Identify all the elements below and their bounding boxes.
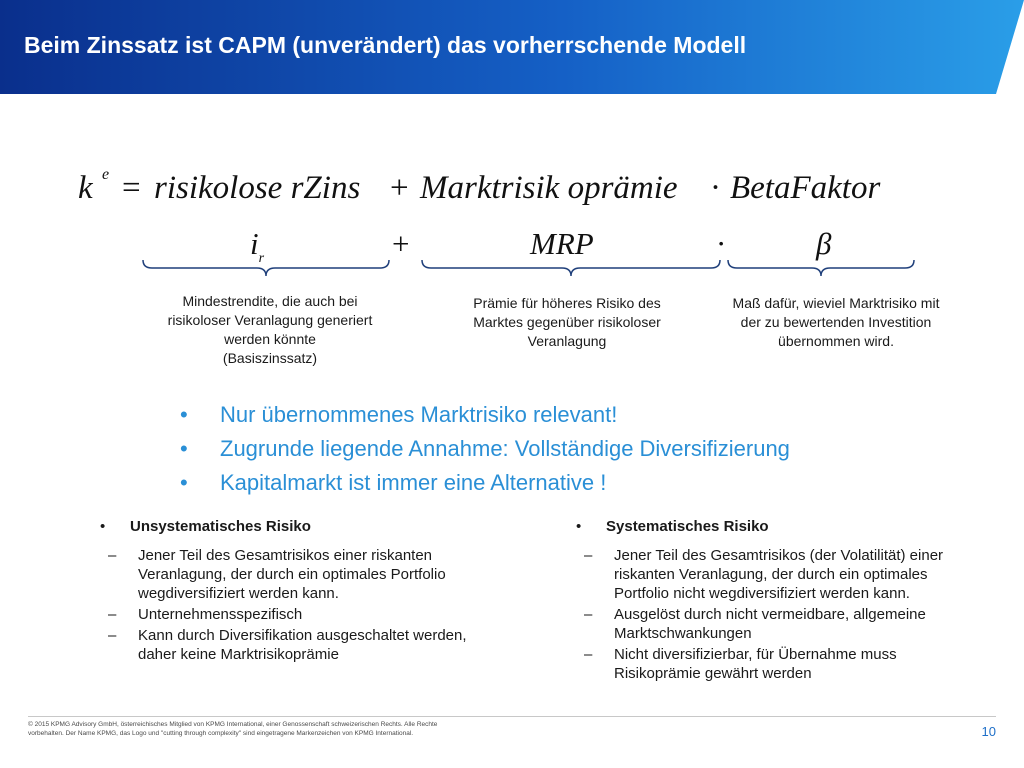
bullet-marker: • <box>576 518 582 535</box>
explanation-risk-free <box>140 292 400 368</box>
list-item <box>108 626 478 664</box>
formula-term-beta: BetaFaktor <box>730 170 881 206</box>
list-item <box>584 546 960 603</box>
formula-term-mrp: Marktrisik oprämie <box>420 170 678 206</box>
symbol-dot: · <box>716 226 727 261</box>
explanation-line: (Basiszinssatz) <box>222 350 318 366</box>
list-item-text: Unternehmensspezifisch <box>138 606 303 623</box>
dash-marker: – <box>584 606 593 623</box>
bullet-marker: • <box>100 518 106 535</box>
bullet-marker: • <box>180 402 188 427</box>
brace-risk-free <box>142 258 390 278</box>
heading-text: Systematisches Risiko <box>606 518 769 535</box>
list-item <box>108 546 478 603</box>
list-item-text: Ausgelöst durch nicht vermeidbare, allgemeine Marktschwankungen <box>614 606 926 642</box>
list-item-text: Jener Teil des Gesamtrisikos einer riskanten Veranlagung, der durch ein optimales Portfolio wegdiversifiziert werden kann. <box>138 547 446 602</box>
formula-term-riskfree: risikolose rZins <box>154 170 361 206</box>
explanation-line: Marktes gegenüber risikoloser <box>473 314 661 330</box>
explanation-line: Prämie für höheres Risiko des <box>473 295 661 311</box>
explanation-line: Mindestrendite, die auch bei <box>182 293 358 309</box>
symbol-plus: + <box>392 226 410 261</box>
explanation-line: risikoloser Veranlagung generiert <box>167 312 373 328</box>
explanation-line: Veranlagung <box>527 333 607 349</box>
systematic-risk-column <box>576 516 960 685</box>
heading-text: Unsystematisches Risiko <box>130 518 311 535</box>
formula-lhs-sup: e <box>102 166 110 183</box>
key-point <box>176 468 936 502</box>
list-item-text: Kann durch Diversifikation ausgeschaltet werden, daher keine Marktrisikoprämie <box>138 627 467 663</box>
list-item <box>584 645 960 683</box>
explanation-line: übernommen wird. <box>778 333 894 349</box>
footer-divider <box>28 716 996 717</box>
list-item-text: Nicht diversifizierbar, für Übernahme muss Risikoprämie gewährt werden <box>614 646 897 682</box>
unsystematic-risk-column <box>100 516 478 666</box>
list-item-text: Jener Teil des Gesamtrisikos (der Volatilität) einer riskanten Veranlagung, der durch ein optimales Portfolio nicht wegdiversifiziert werden kann. <box>614 547 944 602</box>
explanation-line: Maß dafür, wieviel Marktrisiko mit <box>732 295 940 311</box>
page-number: 10 <box>981 724 996 739</box>
systematic-risk-heading <box>576 516 960 540</box>
symbol-risk-free <box>250 226 265 266</box>
list-item <box>584 605 960 643</box>
formula-equals: = <box>122 170 141 206</box>
brace-mrp <box>421 258 721 278</box>
systematic-risk-list <box>584 546 960 683</box>
unsystematic-risk-heading <box>100 516 478 540</box>
key-points-list <box>176 400 936 502</box>
capm-formula <box>78 166 958 216</box>
bullet-marker: • <box>180 470 188 495</box>
slide-title: Beim Zinssatz ist CAPM (unverändert) das vorherrschende Modell <box>24 32 747 58</box>
dash-marker: – <box>108 627 117 644</box>
symbol-beta: β <box>816 226 832 261</box>
key-point <box>176 400 936 434</box>
key-point-text: Kapitalmarkt ist immer eine Alternative ! <box>220 470 607 495</box>
key-point-text: Zugrunde liegende Annahme: Vollständige Diversifizierung <box>220 436 790 461</box>
key-point <box>176 434 936 468</box>
formula-lhs-base: k <box>78 170 93 206</box>
symbol-risk-free-sub: r <box>258 251 265 266</box>
symbol-mrp: MRP <box>530 226 594 261</box>
formula-dot: · <box>710 170 721 206</box>
unsystematic-risk-list <box>108 546 478 664</box>
dash-marker: – <box>108 547 117 564</box>
explanation-line: werden könnte <box>224 331 316 347</box>
bullet-marker: • <box>180 436 188 461</box>
formula-plus: + <box>390 170 409 206</box>
slide-header <box>0 0 1024 94</box>
brace-beta <box>727 258 915 278</box>
dash-marker: – <box>108 606 117 623</box>
explanation-mrp <box>436 294 698 351</box>
formula-lhs <box>78 166 110 207</box>
symbol-risk-free-base: i <box>250 226 259 261</box>
footer-legal: © 2015 KPMG Advisory GmbH, österreichisches Mitglied von KPMG International, einer Genossenschaft schweizerischen Rechts. Alle Rechte vorbehalten. Der Name KPMG, das Logo und "cutting through complexity" sind eingetragene Markenzeichen von KPMG International. <box>28 721 438 737</box>
explanation-line: der zu bewertenden Investition <box>740 314 932 330</box>
dash-marker: – <box>584 646 593 663</box>
list-item <box>108 605 478 624</box>
key-point-text: Nur übernommenes Marktrisiko relevant! <box>220 402 618 427</box>
explanation-beta <box>700 294 972 351</box>
dash-marker: – <box>584 547 593 564</box>
